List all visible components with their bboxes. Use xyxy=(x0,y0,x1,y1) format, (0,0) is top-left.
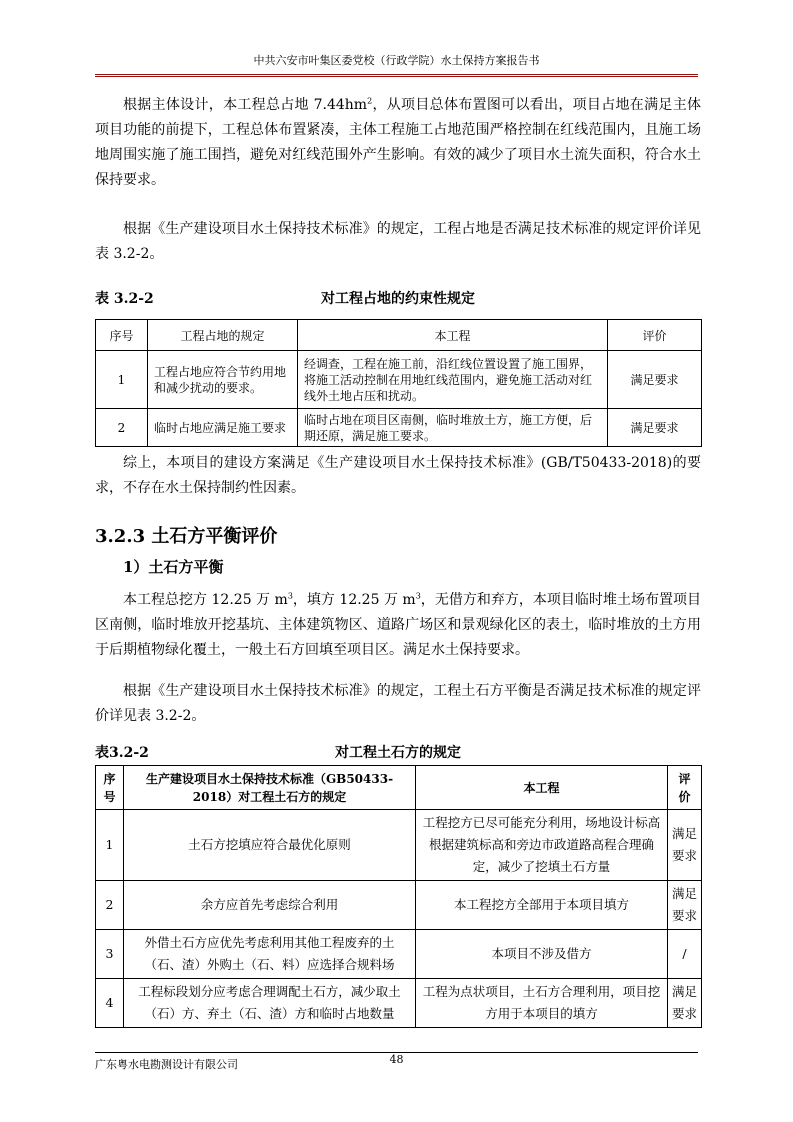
table1-caption xyxy=(95,288,701,308)
table-row xyxy=(96,409,702,447)
table-cell: 经调查，工程在施工前，沿红线位置设置了施工围界，将施工活动控制在用地红线范围内，避免施工活动对红线外土地占压和扰动。 xyxy=(298,351,608,409)
column-header: 本工程 xyxy=(416,766,668,810)
column-header: 生产建设项目水土保持技术标准（GB50433-2018）对工程土石方的规定 xyxy=(124,766,416,810)
table-row xyxy=(96,881,702,930)
column-header: 工程占地的规定 xyxy=(148,320,298,351)
page-number: 48 xyxy=(389,1053,404,1066)
table2-caption xyxy=(95,742,701,762)
paragraph-land-standard: 根据《生产建设项目水土保持技术标准》的规定，工程占地是否满足技术标准的规定评价详见表 3.2-2。 xyxy=(95,221,701,262)
table-cell: 外借土石方应优先考虑利用其他工程废弃的土（石、渣）外购土（石、料）应选择合规料场 xyxy=(124,930,416,979)
text: 本工程总挖方 12.25 万 m xyxy=(123,592,288,608)
table-cell: 满足要求 xyxy=(668,979,702,1028)
table-cell: 工程为点状项目，土石方合理利用，项目挖方用于本项目的填方 xyxy=(416,979,668,1028)
column-header: 序号 xyxy=(96,320,148,351)
table2-title: 对工程土石方的规定 xyxy=(335,745,461,761)
paragraph-land-use xyxy=(95,93,701,193)
table-cell: 2 xyxy=(96,409,148,447)
subsection-title: 1）土石方平衡 xyxy=(123,558,224,576)
table-cell: / xyxy=(668,930,702,979)
table-cell: 本工程挖方全部用于本项目填方 xyxy=(416,881,668,930)
page-header: 中共六安市叶集区委党校（行政学院）水土保持方案报告书 xyxy=(95,52,698,77)
table-cell: 1 xyxy=(96,351,148,409)
column-header: 序号 xyxy=(96,766,124,810)
table-header-row xyxy=(96,766,702,810)
table-cell: 临时占地在项目区南侧，临时堆放土方，施工方便，后期还原，满足施工要求。 xyxy=(298,409,608,447)
footer-company: 广东粤水电勘测设计有限公司 xyxy=(95,1058,238,1071)
table-cell: 工程标段划分应考虑合理调配土石方，减少取土（石）方、弃土（石、渣）方和临时占地数量 xyxy=(124,979,416,1028)
text: ，无借方和弃方，本项目临时堆土场布置项目区南侧，临时堆放开挖基坑、主体建筑物区、道路广场区和景观绿化区的表土，临时堆放的土方用于后期植物绿化覆土，一般土石方回填至项目区。满足水土保持要求。 xyxy=(95,592,701,658)
table-cell: 满足要求 xyxy=(608,409,702,447)
table-cell: 工程挖方已尽可能充分利用，场地设计标高根据建筑标高和旁边市政道路高程合理确定，减少了挖填土石方量 xyxy=(416,810,668,881)
table-cell: 4 xyxy=(96,979,124,1028)
superscript: 2 xyxy=(367,96,373,106)
table-cell: 满足要求 xyxy=(668,810,702,881)
table-cell: 满足要求 xyxy=(608,351,702,409)
table-cell: 临时占地应满足施工要求 xyxy=(148,409,298,447)
table-cell: 余方应首先考虑综合利用 xyxy=(124,881,416,930)
paragraph-earthwork-standard: 根据《生产建设项目水土保持技术标准》的规定，工程土石方平衡是否满足技术标准的规定评价详见表 3.2-2。 xyxy=(95,683,701,724)
table-row xyxy=(96,979,702,1028)
text: ，从项目总体布置图可以看出，项目占地在满足主体项目功能的前提下，工程总体布置紧凑，主体工程施工占地范围严格控制在红线范围内，且施工场地周围实施了施工围挡，避免对红线范围外产生影响。有效的减少了项目水土流失面积，符合水土保持要求。 xyxy=(95,97,701,188)
table-cell: 1 xyxy=(96,810,124,881)
text: 根据主体设计，本工程总占地 7.44hm xyxy=(123,97,368,113)
table-row xyxy=(96,810,702,881)
table-cell: 2 xyxy=(96,881,124,930)
table1-number: 表 3.2-2 xyxy=(95,291,154,307)
table-row xyxy=(96,930,702,979)
table-cell: 土石方挖填应符合最优化原则 xyxy=(124,810,416,881)
table-row xyxy=(96,351,702,409)
superscript: 3 xyxy=(415,591,421,601)
earthwork-constraint-table xyxy=(95,765,702,1028)
table1-title: 对工程占地的约束性规定 xyxy=(321,291,475,307)
table2-number: 表3.2-2 xyxy=(95,745,149,761)
superscript: 3 xyxy=(287,591,293,601)
text: ，填方 12.25 万 m xyxy=(292,592,416,608)
table-cell: 工程占地应符合节约用地和减少扰动的要求。 xyxy=(148,351,298,409)
column-header: 评价 xyxy=(668,766,702,810)
paragraph-earthwork xyxy=(95,588,701,663)
land-use-constraint-table xyxy=(95,319,702,447)
paragraph-conclusion: 综上，本项目的建设方案满足《生产建设项目水土保持技术标准》(GB/T50433-2018)的要求，不存在水土保持制约性因素。 xyxy=(95,455,701,496)
section-title: 3.2.3 土石方平衡评价 xyxy=(95,526,278,547)
table-cell: 3 xyxy=(96,930,124,979)
table-header-row xyxy=(96,320,702,351)
table-cell: 满足要求 xyxy=(668,881,702,930)
column-header: 评价 xyxy=(608,320,702,351)
column-header: 本工程 xyxy=(298,320,608,351)
table-cell: 本项目不涉及借方 xyxy=(416,930,668,979)
